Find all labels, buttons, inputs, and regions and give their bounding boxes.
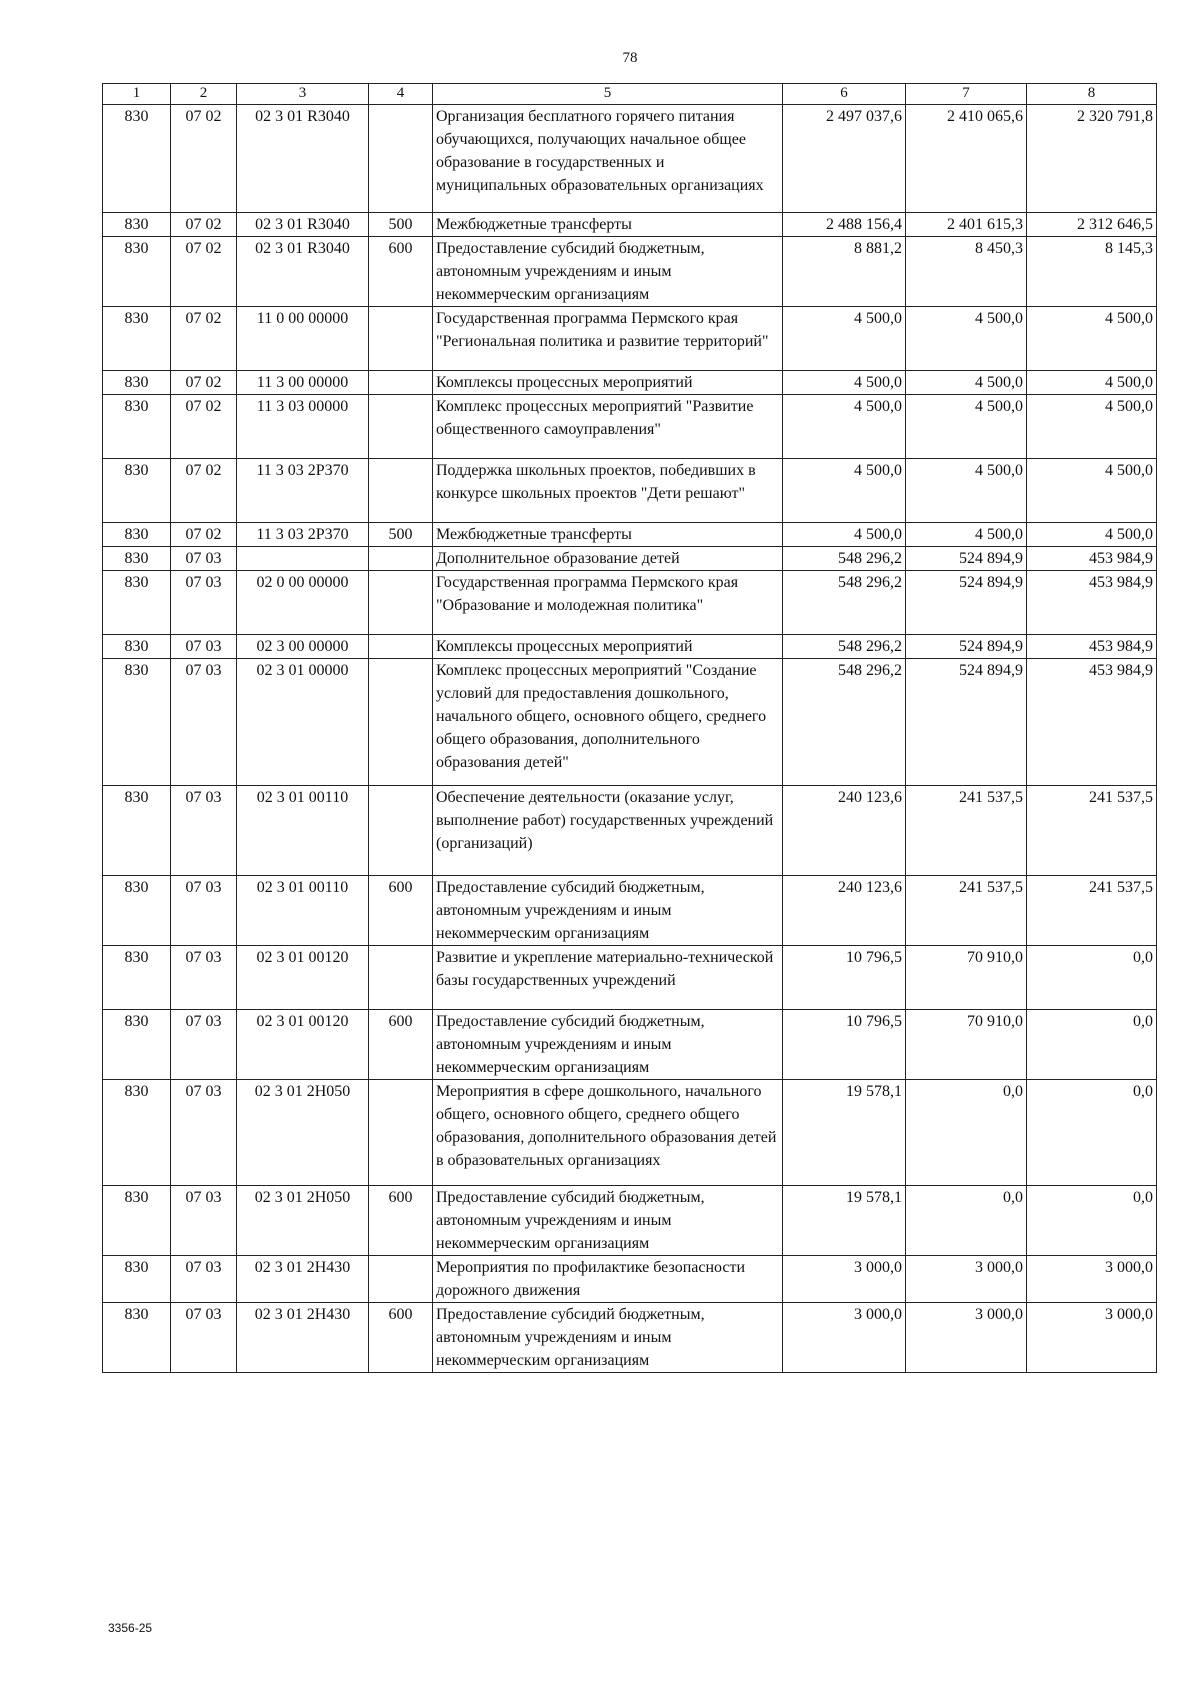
amount-col6-cell: 3 000,0 — [783, 1303, 906, 1373]
amount-col7-cell: 2 410 065,6 — [906, 105, 1027, 213]
amount-col6-cell: 19 578,1 — [783, 1080, 906, 1186]
amount-col7-cell: 0,0 — [906, 1080, 1027, 1186]
amount-col7-cell: 70 910,0 — [906, 946, 1027, 1010]
amount-col8-cell: 3 000,0 — [1027, 1256, 1157, 1303]
section-code-cell: 07 03 — [171, 1010, 237, 1080]
description-cell: Комплекс процессных мероприятий "Развитие общественного самоуправления" — [433, 395, 783, 459]
amount-col6-cell: 19 578,1 — [783, 1186, 906, 1256]
amount-col8-cell: 0,0 — [1027, 1186, 1157, 1256]
amount-col7-cell: 524 894,9 — [906, 635, 1027, 659]
page-number: 78 — [622, 50, 638, 66]
amount-col8-cell: 2 312 646,5 — [1027, 213, 1157, 237]
expense-type-cell — [369, 1256, 433, 1303]
header-row — [103, 84, 1157, 105]
amount-col7-cell: 2 401 615,3 — [906, 213, 1027, 237]
amount-col6-cell: 548 296,2 — [783, 635, 906, 659]
amount-col8-cell: 3 000,0 — [1027, 1303, 1157, 1373]
amount-col8-cell: 453 984,9 — [1027, 571, 1157, 635]
section-code-cell: 07 03 — [171, 571, 237, 635]
amount-col8-cell: 453 984,9 — [1027, 547, 1157, 571]
description-cell: Предоставление субсидий бюджетным, автономным учреждениям и иным некоммерческим организациям — [433, 876, 783, 946]
expense-type-cell — [369, 635, 433, 659]
target-article-cell: 11 3 03 2P370 — [237, 459, 369, 523]
admin-code-cell: 830 — [103, 635, 171, 659]
table-row — [103, 213, 1157, 237]
expense-type-cell — [369, 571, 433, 635]
target-article-cell: 02 3 01 00120 — [237, 1010, 369, 1080]
table-row — [103, 395, 1157, 459]
expense-type-cell: 600 — [369, 876, 433, 946]
description-cell: Развитие и укрепление материально-технической базы государственных учреждений — [433, 946, 783, 1010]
table-body — [103, 105, 1157, 1373]
table-row — [103, 786, 1157, 876]
column-header: 2 — [171, 84, 237, 105]
column-header: 8 — [1027, 84, 1157, 105]
admin-code-cell: 830 — [103, 946, 171, 1010]
expense-type-cell: 600 — [369, 1010, 433, 1080]
section-code-cell: 07 03 — [171, 635, 237, 659]
admin-code-cell: 830 — [103, 1010, 171, 1080]
amount-col6-cell: 4 500,0 — [783, 371, 906, 395]
amount-col6-cell: 2 497 037,6 — [783, 105, 906, 213]
admin-code-cell: 830 — [103, 786, 171, 876]
target-article-cell: 02 3 00 00000 — [237, 635, 369, 659]
amount-col8-cell: 2 320 791,8 — [1027, 105, 1157, 213]
target-article-cell: 02 3 01 00110 — [237, 786, 369, 876]
table-row — [103, 876, 1157, 946]
table-row — [103, 1186, 1157, 1256]
description-cell: Комплексы процессных мероприятий — [433, 371, 783, 395]
column-header: 4 — [369, 84, 433, 105]
expense-type-cell — [369, 786, 433, 876]
description-cell: Мероприятия в сфере дошкольного, начального общего, основного общего, среднего общего образования, дополнительного образования детей в образовательных организациях — [433, 1080, 783, 1186]
section-code-cell: 07 03 — [171, 547, 237, 571]
table-row — [103, 547, 1157, 571]
expense-type-cell — [369, 395, 433, 459]
target-article-cell: 02 3 01 R3040 — [237, 105, 369, 213]
table-row — [103, 1010, 1157, 1080]
table-row — [103, 237, 1157, 307]
target-article-cell: 11 0 00 00000 — [237, 307, 369, 371]
expense-type-cell — [369, 1080, 433, 1186]
target-article-cell: 02 3 01 00120 — [237, 946, 369, 1010]
target-article-cell: 02 3 01 2H050 — [237, 1080, 369, 1186]
amount-col7-cell: 3 000,0 — [906, 1303, 1027, 1373]
expense-type-cell — [369, 659, 433, 786]
description-cell: Комплекс процессных мероприятий "Создание условий для предоставления дошкольного, начального общего, основного общего, среднего общего образования, дополнительного образования детей" — [433, 659, 783, 786]
admin-code-cell: 830 — [103, 459, 171, 523]
section-code-cell: 07 02 — [171, 459, 237, 523]
admin-code-cell: 830 — [103, 395, 171, 459]
amount-col6-cell: 4 500,0 — [783, 395, 906, 459]
admin-code-cell: 830 — [103, 1186, 171, 1256]
target-article-cell: 02 3 01 00000 — [237, 659, 369, 786]
table-row — [103, 459, 1157, 523]
amount-col6-cell: 240 123,6 — [783, 876, 906, 946]
amount-col7-cell: 4 500,0 — [906, 459, 1027, 523]
target-article-cell: 11 3 00 00000 — [237, 371, 369, 395]
target-article-cell: 02 3 01 2H050 — [237, 1186, 369, 1256]
admin-code-cell: 830 — [103, 307, 171, 371]
amount-col6-cell: 240 123,6 — [783, 786, 906, 876]
section-code-cell: 07 03 — [171, 1186, 237, 1256]
target-article-cell: 02 3 01 R3040 — [237, 213, 369, 237]
amount-col8-cell: 4 500,0 — [1027, 371, 1157, 395]
section-code-cell: 07 02 — [171, 371, 237, 395]
admin-code-cell: 830 — [103, 1256, 171, 1303]
section-code-cell: 07 02 — [171, 237, 237, 307]
amount-col8-cell: 453 984,9 — [1027, 635, 1157, 659]
table-row — [103, 946, 1157, 1010]
section-code-cell: 07 03 — [171, 659, 237, 786]
expense-type-cell — [369, 371, 433, 395]
column-header: 7 — [906, 84, 1027, 105]
expense-type-cell — [369, 105, 433, 213]
table-row — [103, 1303, 1157, 1373]
amount-col7-cell: 8 450,3 — [906, 237, 1027, 307]
amount-col6-cell: 4 500,0 — [783, 459, 906, 523]
amount-col8-cell: 241 537,5 — [1027, 876, 1157, 946]
amount-col8-cell: 4 500,0 — [1027, 459, 1157, 523]
description-cell: Межбюджетные трансферты — [433, 523, 783, 547]
amount-col6-cell: 8 881,2 — [783, 237, 906, 307]
amount-col7-cell: 524 894,9 — [906, 547, 1027, 571]
column-header: 1 — [103, 84, 171, 105]
column-header: 5 — [433, 84, 783, 105]
amount-col6-cell: 3 000,0 — [783, 1256, 906, 1303]
amount-col7-cell: 4 500,0 — [906, 395, 1027, 459]
admin-code-cell: 830 — [103, 371, 171, 395]
target-article-cell: 02 3 01 2H430 — [237, 1303, 369, 1373]
expense-type-cell: 500 — [369, 213, 433, 237]
description-cell: Предоставление субсидий бюджетным, автономным учреждениям и иным некоммерческим организациям — [433, 1186, 783, 1256]
target-article-cell: 02 0 00 00000 — [237, 571, 369, 635]
table-row — [103, 1256, 1157, 1303]
table-row — [103, 1080, 1157, 1186]
amount-col6-cell: 10 796,5 — [783, 1010, 906, 1080]
expense-type-cell: 600 — [369, 1186, 433, 1256]
target-article-cell: 02 3 01 2H430 — [237, 1256, 369, 1303]
amount-col7-cell: 241 537,5 — [906, 876, 1027, 946]
admin-code-cell: 830 — [103, 876, 171, 946]
admin-code-cell: 830 — [103, 547, 171, 571]
description-cell: Мероприятия по профилактике безопасности дорожного движения — [433, 1256, 783, 1303]
section-code-cell: 07 03 — [171, 1303, 237, 1373]
amount-col8-cell: 241 537,5 — [1027, 786, 1157, 876]
description-cell: Дополнительное образование детей — [433, 547, 783, 571]
expense-type-cell — [369, 459, 433, 523]
amount-col8-cell: 8 145,3 — [1027, 237, 1157, 307]
amount-col8-cell: 4 500,0 — [1027, 523, 1157, 547]
section-code-cell: 07 03 — [171, 946, 237, 1010]
admin-code-cell: 830 — [103, 237, 171, 307]
section-code-cell: 07 02 — [171, 307, 237, 371]
admin-code-cell: 830 — [103, 213, 171, 237]
expense-type-cell — [369, 307, 433, 371]
amount-col7-cell: 4 500,0 — [906, 307, 1027, 371]
amount-col7-cell: 3 000,0 — [906, 1256, 1027, 1303]
expense-type-cell: 500 — [369, 523, 433, 547]
target-article-cell — [237, 547, 369, 571]
description-cell: Предоставление субсидий бюджетным, автономным учреждениям и иным некоммерческим организациям — [433, 1010, 783, 1080]
table-row — [103, 571, 1157, 635]
expense-type-cell — [369, 547, 433, 571]
amount-col6-cell: 548 296,2 — [783, 659, 906, 786]
admin-code-cell: 830 — [103, 571, 171, 635]
amount-col8-cell: 4 500,0 — [1027, 395, 1157, 459]
document-code: 3356-25 — [108, 1621, 153, 1635]
target-article-cell: 11 3 03 00000 — [237, 395, 369, 459]
expense-type-cell — [369, 946, 433, 1010]
admin-code-cell: 830 — [103, 1080, 171, 1186]
budget-table — [102, 83, 1157, 1373]
admin-code-cell: 830 — [103, 523, 171, 547]
table-row — [103, 105, 1157, 213]
admin-code-cell: 830 — [103, 1303, 171, 1373]
admin-code-cell: 830 — [103, 105, 171, 213]
amount-col6-cell: 548 296,2 — [783, 571, 906, 635]
section-code-cell: 07 02 — [171, 213, 237, 237]
description-cell: Комплексы процессных мероприятий — [433, 635, 783, 659]
table-row — [103, 635, 1157, 659]
section-code-cell: 07 03 — [171, 1080, 237, 1186]
amount-col8-cell: 453 984,9 — [1027, 659, 1157, 786]
description-cell: Государственная программа Пермского края "Региональная политика и развитие территорий" — [433, 307, 783, 371]
table-row — [103, 523, 1157, 547]
amount-col8-cell: 0,0 — [1027, 1010, 1157, 1080]
table-row — [103, 659, 1157, 786]
amount-col6-cell: 2 488 156,4 — [783, 213, 906, 237]
amount-col7-cell: 4 500,0 — [906, 371, 1027, 395]
amount-col8-cell: 0,0 — [1027, 1080, 1157, 1186]
amount-col6-cell: 10 796,5 — [783, 946, 906, 1010]
amount-col7-cell: 524 894,9 — [906, 571, 1027, 635]
amount-col7-cell: 4 500,0 — [906, 523, 1027, 547]
amount-col7-cell: 241 537,5 — [906, 786, 1027, 876]
description-cell: Обеспечение деятельности (оказание услуг, выполнение работ) государственных учреждений (организаций) — [433, 786, 783, 876]
target-article-cell: 02 3 01 R3040 — [237, 237, 369, 307]
amount-col8-cell: 4 500,0 — [1027, 307, 1157, 371]
amount-col8-cell: 0,0 — [1027, 946, 1157, 1010]
table-row — [103, 371, 1157, 395]
description-cell: Поддержка школьных проектов, победивших в конкурсе школьных проектов "Дети решают" — [433, 459, 783, 523]
table-row — [103, 307, 1157, 371]
section-code-cell: 07 02 — [171, 105, 237, 213]
admin-code-cell: 830 — [103, 659, 171, 786]
section-code-cell: 07 03 — [171, 1256, 237, 1303]
amount-col7-cell: 524 894,9 — [906, 659, 1027, 786]
target-article-cell: 02 3 01 00110 — [237, 876, 369, 946]
description-cell: Предоставление субсидий бюджетным, автономным учреждениям и иным некоммерческим организациям — [433, 237, 783, 307]
amount-col6-cell: 4 500,0 — [783, 523, 906, 547]
column-header: 3 — [237, 84, 369, 105]
description-cell: Межбюджетные трансферты — [433, 213, 783, 237]
section-code-cell: 07 03 — [171, 876, 237, 946]
amount-col6-cell: 4 500,0 — [783, 307, 906, 371]
amount-col7-cell: 70 910,0 — [906, 1010, 1027, 1080]
description-cell: Организация бесплатного горячего питания обучающихся, получающих начальное общее образование в государственных и муниципальных образовательных организациях — [433, 105, 783, 213]
target-article-cell: 11 3 03 2P370 — [237, 523, 369, 547]
section-code-cell: 07 02 — [171, 395, 237, 459]
description-cell: Предоставление субсидий бюджетным, автономным учреждениям и иным некоммерческим организациям — [433, 1303, 783, 1373]
amount-col6-cell: 548 296,2 — [783, 547, 906, 571]
expense-type-cell: 600 — [369, 1303, 433, 1373]
section-code-cell: 07 03 — [171, 786, 237, 876]
column-header: 6 — [783, 84, 906, 105]
amount-col7-cell: 0,0 — [906, 1186, 1027, 1256]
section-code-cell: 07 02 — [171, 523, 237, 547]
description-cell: Государственная программа Пермского края "Образование и молодежная политика" — [433, 571, 783, 635]
expense-type-cell: 600 — [369, 237, 433, 307]
